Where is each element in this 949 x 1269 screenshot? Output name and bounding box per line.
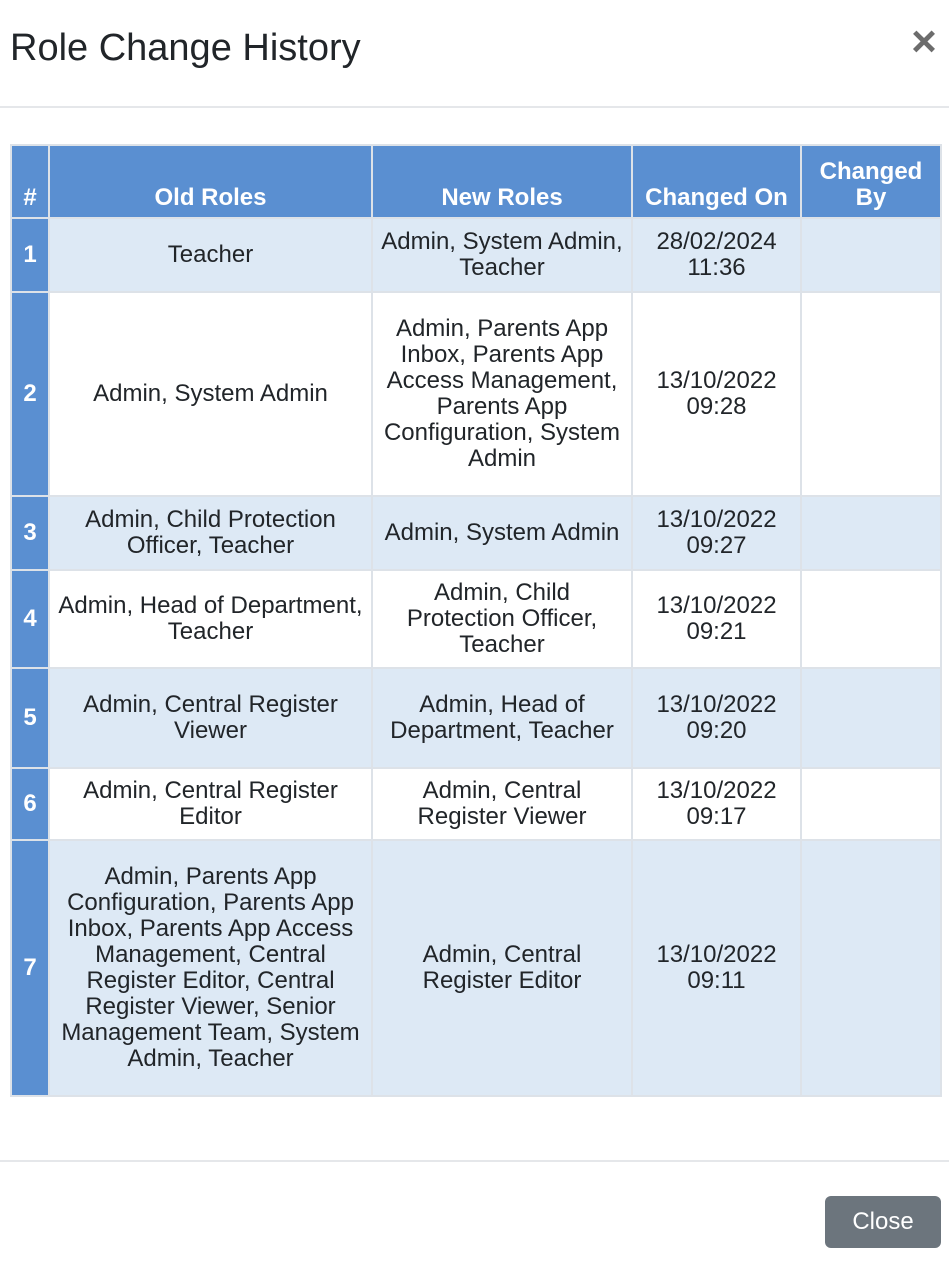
old-roles-cell: Admin, Central Register Viewer [49, 668, 372, 768]
row-index: 6 [11, 768, 49, 840]
close-button[interactable]: Close [825, 1196, 941, 1248]
changed-by-cell [801, 496, 941, 570]
table-row [11, 292, 941, 496]
old-roles-cell: Admin, System Admin [49, 292, 372, 496]
old-roles-cell: Admin, Head of Department, Teacher [49, 570, 372, 668]
close-icon[interactable]: × [911, 17, 937, 66]
old-roles-cell: Teacher [49, 218, 372, 292]
header-changed-on: Changed On [632, 145, 801, 218]
row-index: 7 [11, 840, 49, 1096]
new-roles-cell: Admin, Central Register Editor [372, 840, 632, 1096]
table-row [11, 570, 941, 668]
old-roles-cell: Admin, Child Protection Officer, Teacher [49, 496, 372, 570]
changed-by-cell [801, 668, 941, 768]
new-roles-cell: Admin, Head of Department, Teacher [372, 668, 632, 768]
table-row [11, 496, 941, 570]
changed-on-cell: 13/10/2022 09:20 [632, 668, 801, 768]
changed-on-cell: 13/10/2022 09:17 [632, 768, 801, 840]
changed-on-cell: 13/10/2022 09:28 [632, 292, 801, 496]
table-row [11, 668, 941, 768]
table-row [11, 840, 941, 1096]
changed-on-cell: 28/02/2024 11:36 [632, 218, 801, 292]
modal-body [10, 144, 942, 1097]
row-index: 4 [11, 570, 49, 668]
header-new-roles: New Roles [372, 145, 632, 218]
new-roles-cell: Admin, System Admin, Teacher [372, 218, 632, 292]
changed-on-cell: 13/10/2022 09:11 [632, 840, 801, 1096]
old-roles-cell: Admin, Central Register Editor [49, 768, 372, 840]
new-roles-cell: Admin, Parents App Inbox, Parents App Access Management, Parents App Configuration, System Admin [372, 292, 632, 496]
table-header-row [11, 145, 941, 218]
row-index: 1 [11, 218, 49, 292]
changed-by-cell [801, 218, 941, 292]
old-roles-cell: Admin, Parents App Configuration, Parents App Inbox, Parents App Access Management, Central Register Editor, Central Register Viewer, Senior Management Team, System Admin, Teacher [49, 840, 372, 1096]
new-roles-cell: Admin, Central Register Viewer [372, 768, 632, 840]
row-index: 2 [11, 292, 49, 496]
changed-on-cell: 13/10/2022 09:27 [632, 496, 801, 570]
header-changed-by: Changed By [801, 145, 941, 218]
modal-header [0, 0, 949, 108]
header-index: # [11, 145, 49, 218]
modal-title: Role Change History [10, 27, 361, 69]
changed-on-cell: 13/10/2022 09:21 [632, 570, 801, 668]
table-row [11, 768, 941, 840]
changed-by-cell [801, 768, 941, 840]
changed-by-cell [801, 570, 941, 668]
new-roles-cell: Admin, System Admin [372, 496, 632, 570]
table-row [11, 218, 941, 292]
header-old-roles: Old Roles [49, 145, 372, 218]
row-index: 5 [11, 668, 49, 768]
modal-footer [0, 1160, 949, 1269]
new-roles-cell: Admin, Child Protection Officer, Teacher [372, 570, 632, 668]
role-history-table [10, 144, 942, 1097]
changed-by-cell [801, 292, 941, 496]
changed-by-cell [801, 840, 941, 1096]
row-index: 3 [11, 496, 49, 570]
